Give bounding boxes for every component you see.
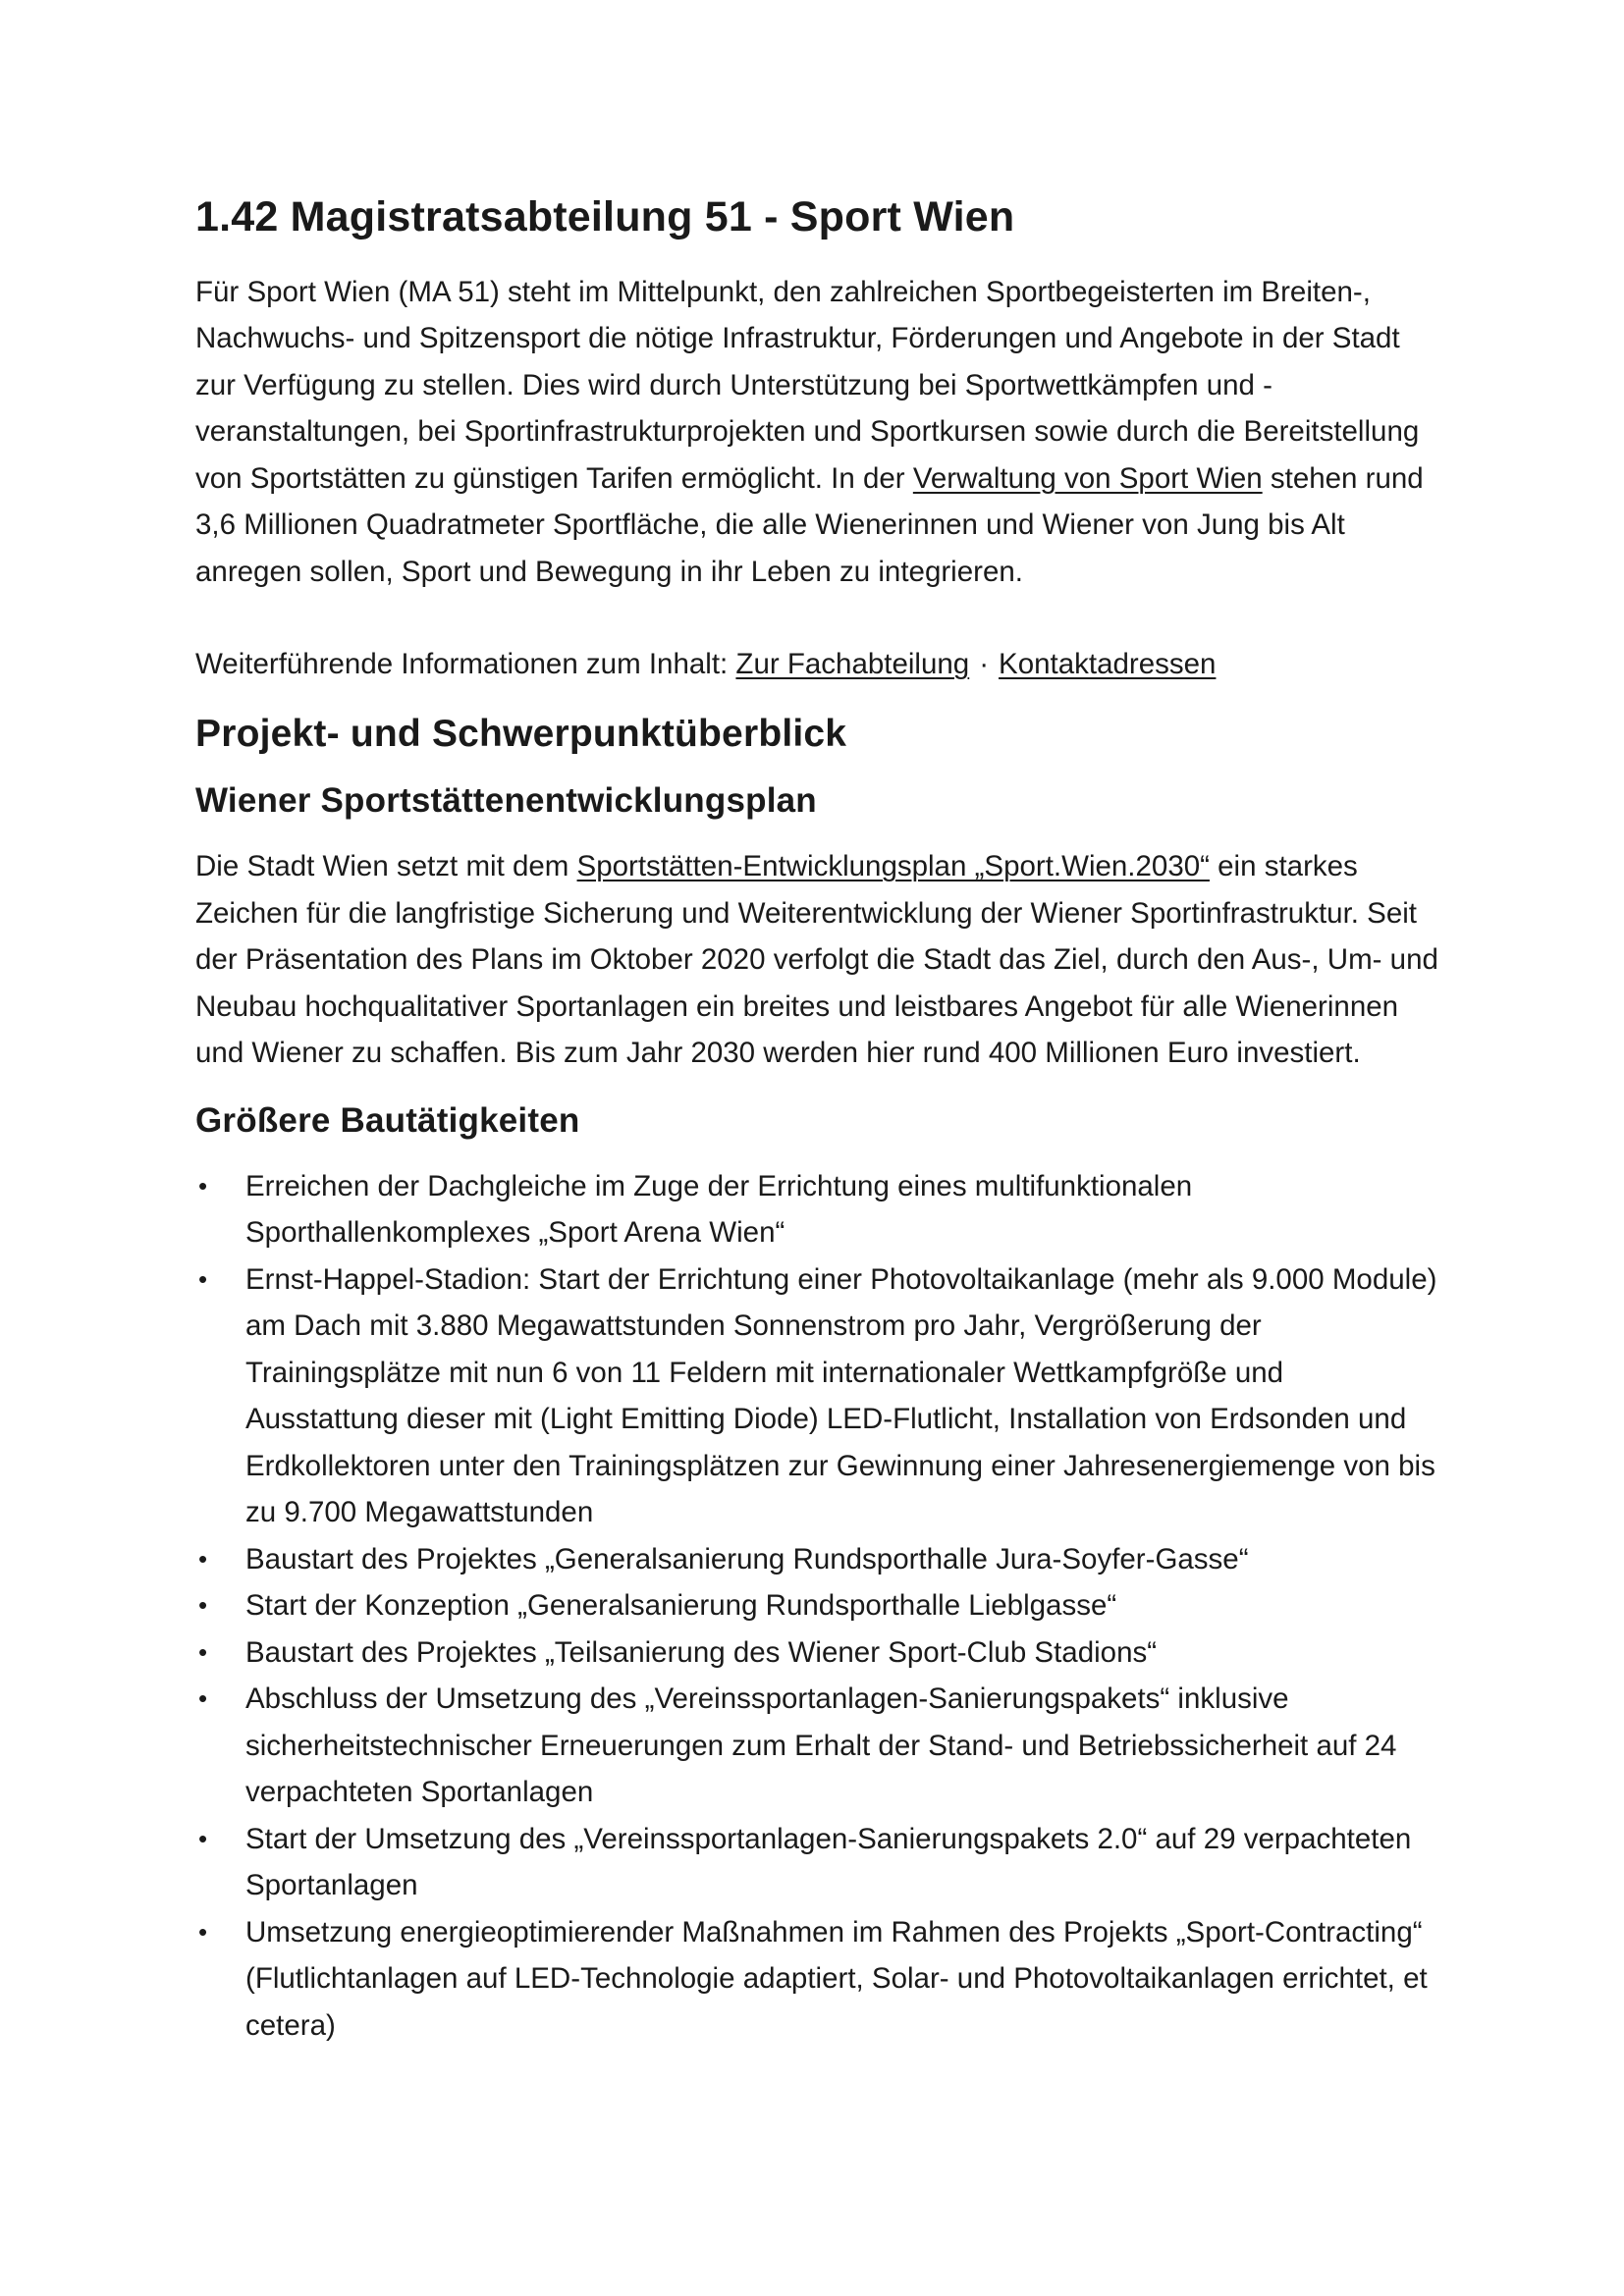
intro-text-after: stehen rund 3,6 Millionen Quadratmeter Sportfläche, die alle Wienerinnen und Wiener von Jung bis Alt anregen sollen, Sport und Bewegung in ihr Leben zu integrieren. xyxy=(195,461,1424,588)
further-info-line xyxy=(195,641,1442,688)
bullet-icon: • xyxy=(198,1590,208,1621)
bullet-icon: • xyxy=(198,1823,208,1853)
overview-heading: Projekt- und Schwerpunktüberblick xyxy=(195,712,847,755)
entwicklungsplan-link[interactable]: Sportstätten-Entwicklungsplan „Sport.Wien.2030“ xyxy=(576,850,1210,883)
list-item-text: Baustart des Projektes „Generalsanierung Rundsporthalle Jura-Soyfer-Gasse“ xyxy=(245,1542,1249,1575)
bullet-icon: • xyxy=(198,1683,208,1714)
bullet-icon: • xyxy=(198,1543,208,1574)
list-item-text: Baustart des Projektes „Teilsanierung des Wiener Sport-Club Stadions“ xyxy=(245,1635,1158,1669)
fachabteilung-link[interactable]: Zur Fachabteilung xyxy=(735,648,970,681)
bullet-icon: • xyxy=(198,1636,208,1667)
kontaktadressen-link[interactable]: Kontaktadressen xyxy=(999,648,1217,681)
further-info-label: Weiterführende Informationen zum Inhalt: xyxy=(195,648,736,681)
plan-text-after: ein starkes Zeichen für die langfristige Sicherung und Weiterentwicklung der Wiener Sportinfrastruktur. Seit der Präsentation des Plans im Oktober 2020 verfolgt die Stadt das Ziel, durch den Aus-, Um- und Neubau hochqualitativer Sportanlagen ein breites und leistbares Angebot für alle Wienerinnen und Wiener zu schaffen. Bis zum Jahr 2030 werden hier rund 400 Millionen Euro investiert. xyxy=(195,850,1438,1070)
page-title: 1.42 Magistratsabteilung 51 - Sport Wien xyxy=(195,193,1015,240)
bullet-icon: • xyxy=(198,1263,208,1294)
list-item xyxy=(195,1816,1442,1909)
list-item xyxy=(195,1536,1442,1583)
construction-list xyxy=(195,1163,1442,2050)
plan-text-before: Die Stadt Wien setzt mit dem xyxy=(195,850,577,883)
document-page xyxy=(195,192,1442,2049)
list-item-text: Start der Umsetzung des „Vereinssportanlagen-Sanierungspakets 2.0“ auf 29 verpachteten Sportanlagen xyxy=(245,1822,1412,1902)
list-item xyxy=(195,1256,1442,1536)
intro-paragraph xyxy=(195,269,1442,596)
bullet-icon: • xyxy=(198,1916,208,1947)
list-item xyxy=(195,1582,1442,1629)
verwaltung-link[interactable]: Verwaltung von Sport Wien xyxy=(912,461,1263,495)
plan-paragraph xyxy=(195,843,1442,1077)
list-item xyxy=(195,1909,1442,2050)
bullet-icon: • xyxy=(198,1170,208,1201)
list-item xyxy=(195,1163,1442,1256)
link-separator: · xyxy=(979,648,990,681)
list-item-text: Start der Konzeption „Generalsanierung Rundsporthalle Lieblgasse“ xyxy=(245,1589,1117,1623)
list-item-text: Ernst-Happel-Stadion: Start der Errichtung einer Photovoltaikanlage (mehr als 9.000 Module) am Dach mit 3.880 Megawattstunden Sonnenstrom pro Jahr, Vergrößerung der Trainingsplätze mit nun 6 von 11 Feldern mit internationaler Wettkampfgröße und Ausstattung dieser mit (Light Emitting Diode) LED-Flutlicht, Installation von Erdsonden und Erdkollektoren unter den Trainingsplätzen zur Gewinnung einer Jahresenergiemenge von bis zu 9.700 Megawattstunden xyxy=(245,1262,1437,1529)
construction-heading: Größere Bautätigkeiten xyxy=(195,1100,580,1140)
plan-heading: Wiener Sportstättenentwicklungsplan xyxy=(195,781,817,821)
list-item-text: Erreichen der Dachgleiche im Zuge der Errichtung eines multifunktionalen Sporthallenkomplexes „Sport Arena Wien“ xyxy=(245,1169,1193,1250)
list-item-text: Abschluss der Umsetzung des „Vereinssportanlagen-Sanierungspakets“ inklusive sicherheitstechnischer Erneuerungen zum Erhalt der Stand- und Betriebssicherheit auf 24 verpachteten Sportanlagen xyxy=(245,1682,1397,1809)
list-item xyxy=(195,1629,1442,1677)
list-item xyxy=(195,1676,1442,1816)
list-item-text: Umsetzung energieoptimierender Maßnahmen im Rahmen des Projekts „Sport-Contracting“ (Flutlichtanlagen auf LED-Technologie adaptiert, Solar- und Photovoltaikanlagen errichtet, et cetera) xyxy=(245,1915,1428,2042)
intro-text-before: Für Sport Wien (MA 51) steht im Mittelpunkt, den zahlreichen Sportbegeisterten im Breiten-, Nachwuchs- und Spitzensport die nötige Infrastruktur, Förderungen und Angebote in der Stadt zur Verfügung zu stellen. Dies wird durch Unterstützung bei Sportwettkämpfen und -veranstaltungen, bei Sportinfrastrukturprojekten und Sportkursen sowie durch die Bereitstellung von Sportstätten zu günstigen Tarifen ermöglicht. In der xyxy=(195,275,1420,495)
